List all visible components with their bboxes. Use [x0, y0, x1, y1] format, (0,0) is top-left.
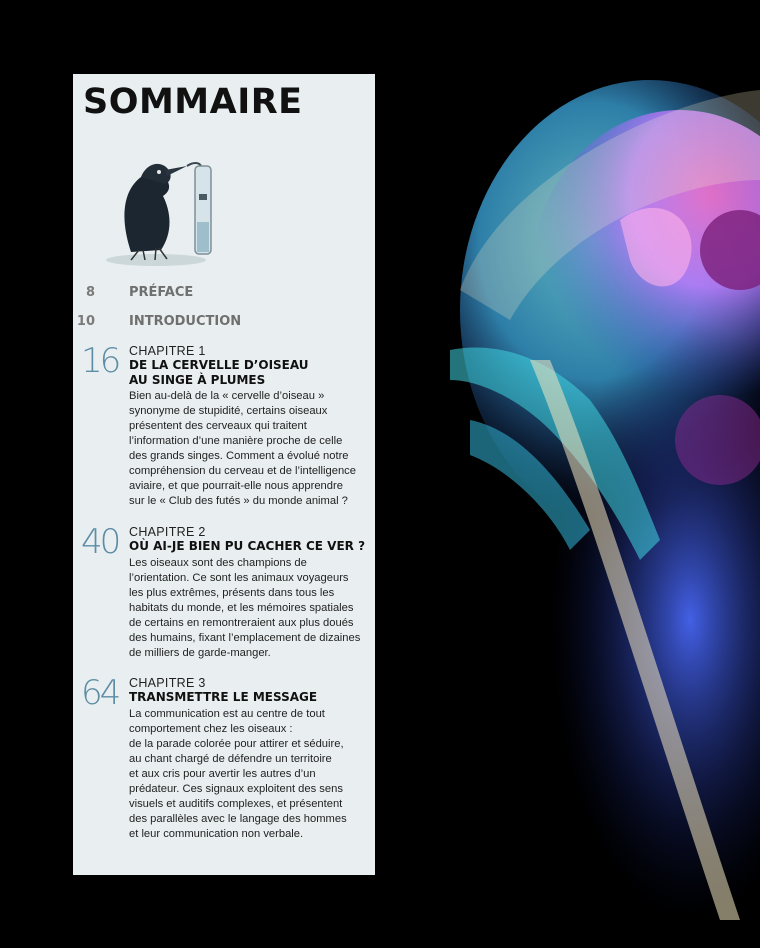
toc-label: INTRODUCTION: [129, 314, 242, 329]
chapter-title: TRANSMETTRE LE MESSAGE: [129, 690, 318, 704]
toc-entry-preface[interactable]: [73, 285, 353, 303]
crow-drinking-from-tube-icon: [101, 132, 221, 272]
toc-label: PRÉFACE: [129, 285, 194, 300]
chapter-label: CHAPITRE 3: [129, 676, 206, 690]
chapter-title: OÙ AI-JE BIEN PU CACHER CE VER ?: [129, 539, 366, 553]
chapter-description: Bien au-delà de la « cervelle d’oiseau » synonyme de stupidité, certains oiseaux présentent des cerveaux qui traitent l’information d’une manière proche de celle des grands singes. Comment a évolué notre compréhension du cerveau et de l’intelligence aviaire, et que pourrait-elle nous apprendre sur le « Club des futés » du monde animal ?: [129, 390, 357, 507]
toc-page-number: 10: [76, 314, 95, 329]
contents-panel: [73, 74, 375, 875]
chapter-title: DE LA CERVELLE D’OISEAU AU SINGE À PLUMES: [129, 358, 309, 387]
chapter-page-number: 40: [81, 522, 119, 562]
chapter-description: Les oiseaux sont des champions de l’orientation. Ce sont les animaux voyageurs les plus extrêmes, présents dans tous les habitats du monde, et les mémoires spatiales de certains en remontreraient aux plus doués des humains, fixant l’emplacement de dizaines de milliers de garde-manger.: [129, 557, 361, 659]
toc-entry-introduction[interactable]: [73, 314, 353, 332]
chapter-label: CHAPITRE 1: [129, 344, 206, 358]
toc-page-number: 8: [85, 285, 95, 300]
chapter-description: La communication est au centre de tout comportement chez les oiseaux : de la parade colorée pour attirer et séduire, au chant chargé de défendre un territoire et aux cris pour avertir les autres d’un prédateur. Ces signaux exploitent des sens visuels et auditifs complexes, et présentent des parallèles avec le langage des hommes et leur communication non verbale.: [129, 708, 347, 840]
chapter-page-number: 64: [81, 673, 119, 713]
chapter-label: CHAPITRE 2: [129, 525, 206, 539]
chapter-page-number: 16: [81, 341, 119, 381]
bird-skull-scan-icon: [360, 60, 760, 920]
page-title: SOMMAIRE: [83, 82, 303, 122]
